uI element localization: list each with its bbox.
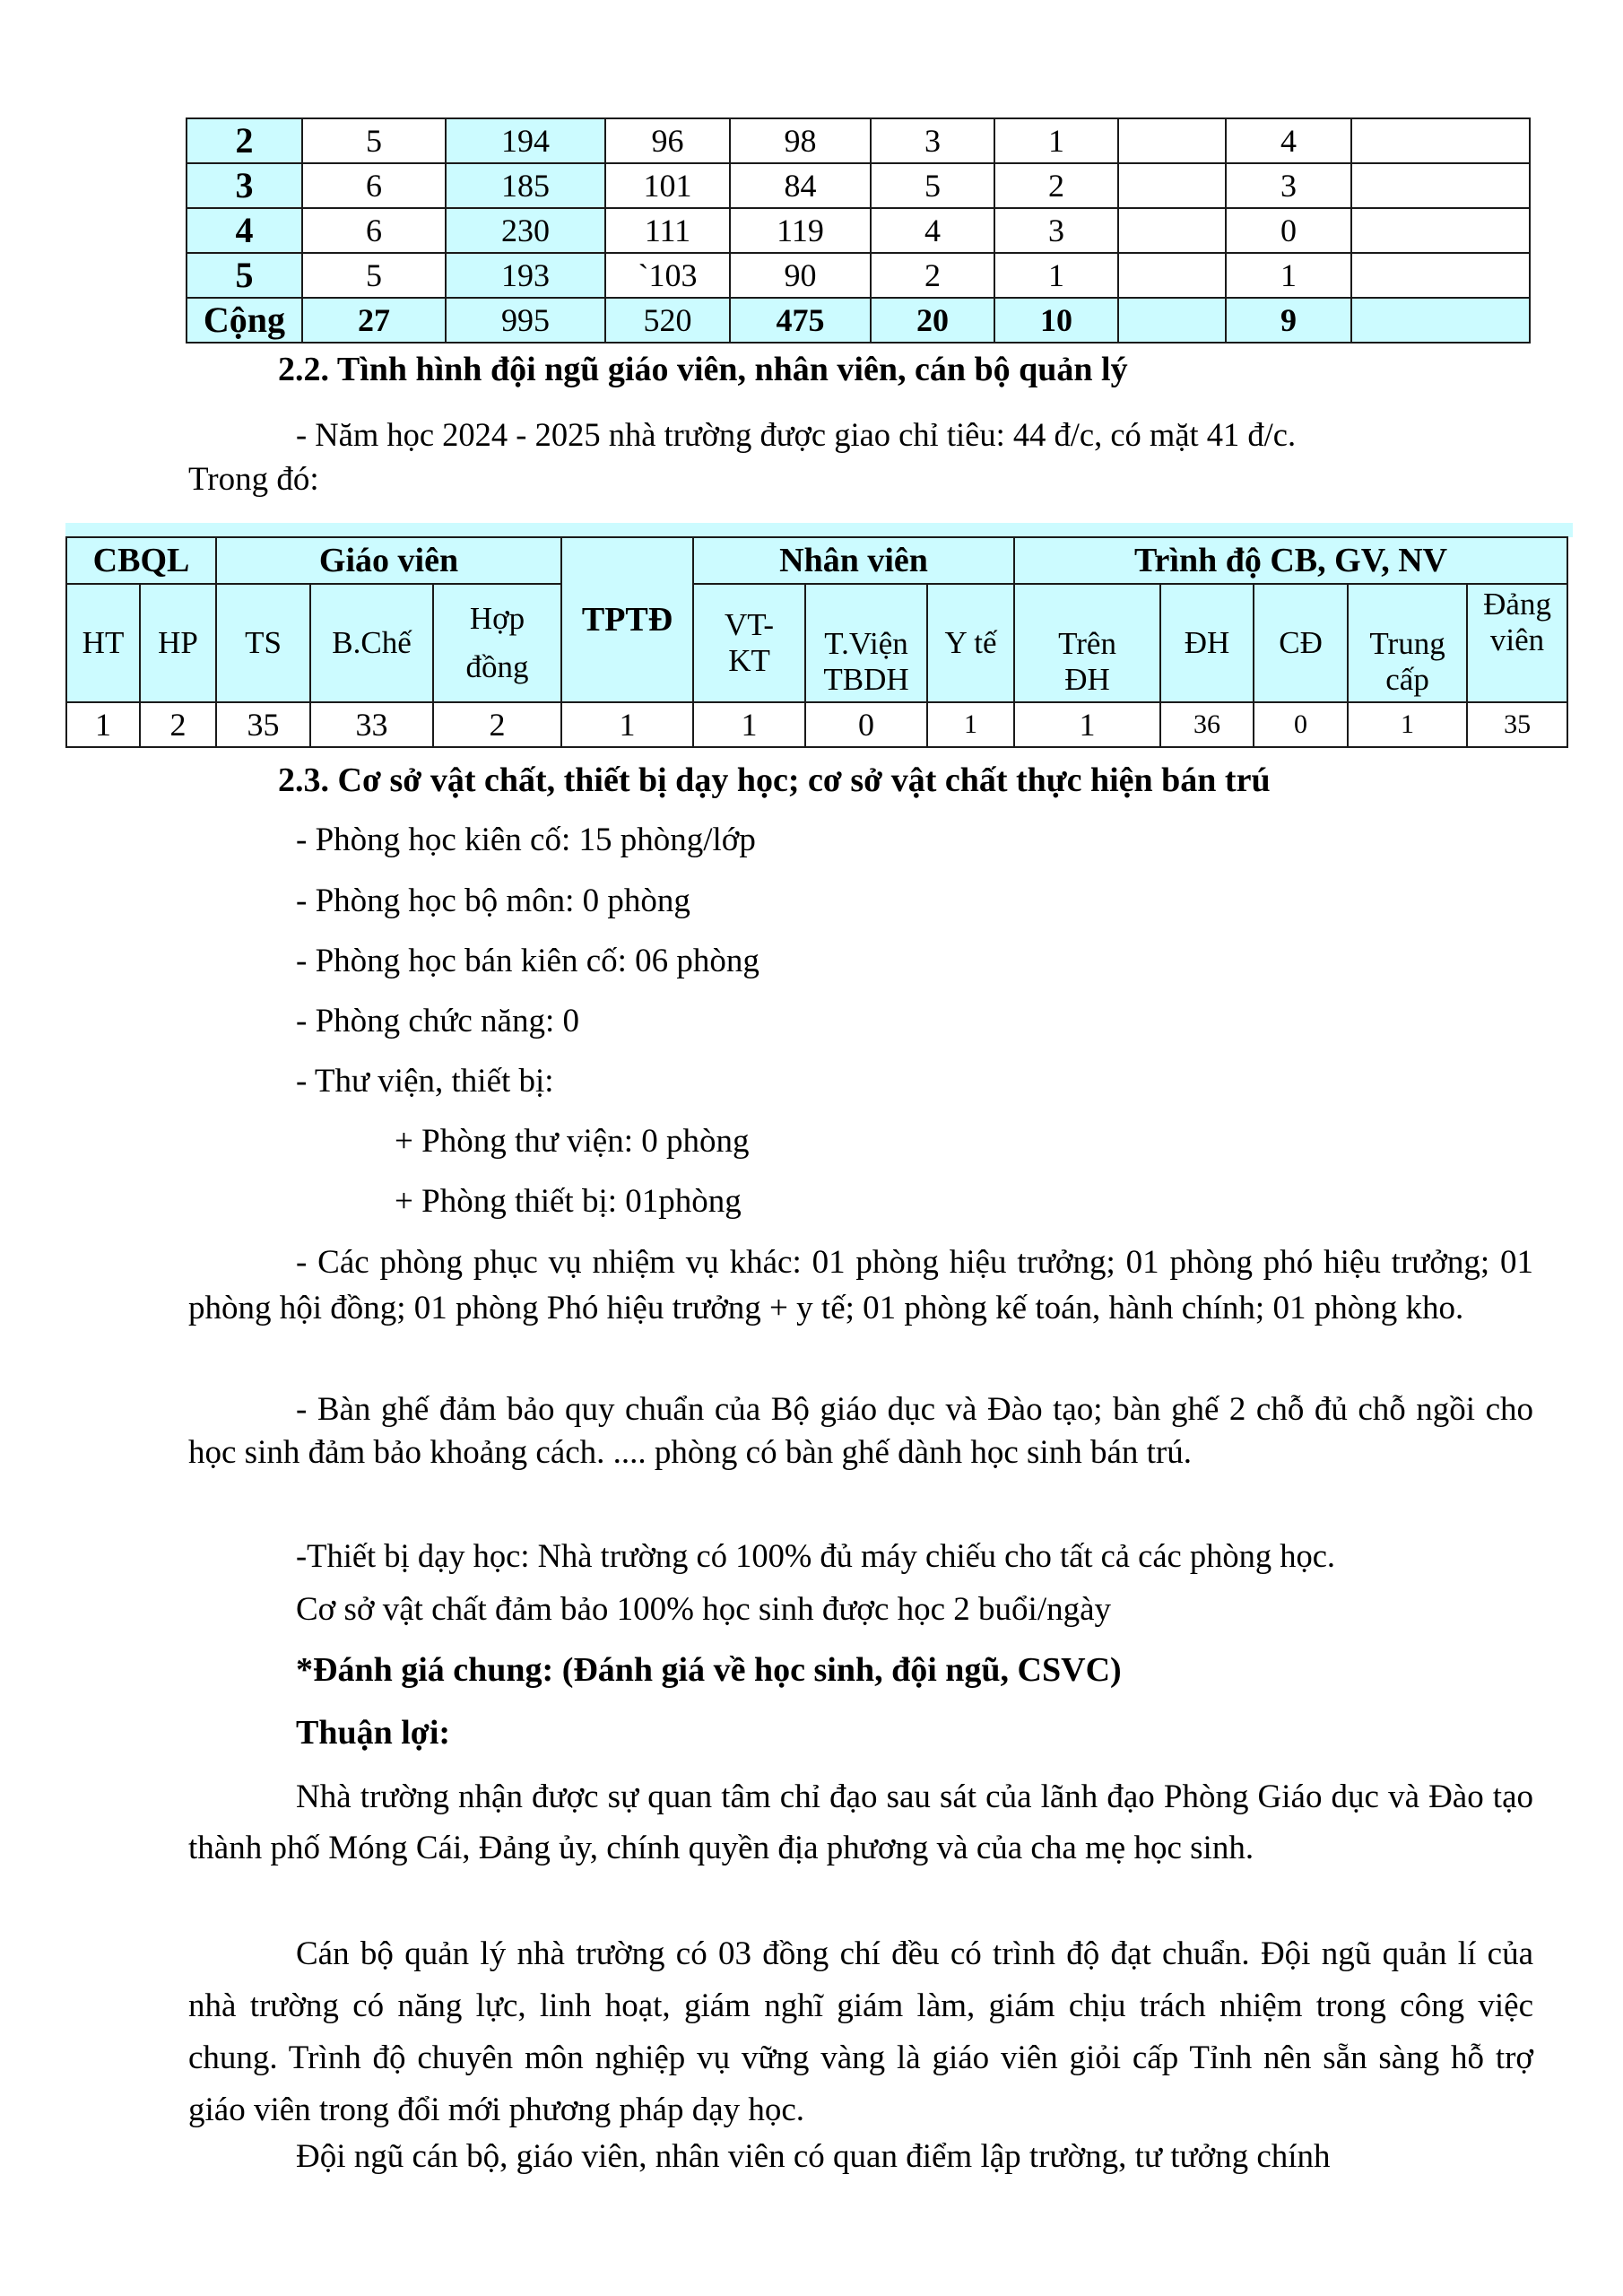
- table-top-band: [65, 523, 1573, 537]
- value-tren-dh: 1: [1014, 702, 1160, 747]
- grade-cell: 3: [187, 163, 302, 208]
- group-header-nhan-vien: Nhân viên: [693, 537, 1014, 584]
- table-cell: 2: [871, 253, 994, 298]
- header-text: đồng: [465, 649, 529, 684]
- table-cell: [1118, 208, 1226, 253]
- table-row: [187, 118, 1530, 163]
- table-cell: 475: [730, 298, 871, 343]
- header-t-vien: [805, 584, 927, 702]
- table-cell: [1118, 163, 1226, 208]
- table-cell: [1118, 298, 1226, 343]
- table-cell: 3: [994, 208, 1118, 253]
- table-cell: 84: [730, 163, 871, 208]
- header-dh: ĐH: [1160, 584, 1254, 702]
- header-text: Trên: [1058, 626, 1116, 661]
- group-header-cbql: CBQL: [66, 537, 216, 584]
- grade-cell: 5: [187, 253, 302, 298]
- table-cell: [1351, 253, 1530, 298]
- desks-paragraph: - Bàn ghế đảm bảo quy chuẩn của Bộ giáo dục và Đào tạo; bàn ghế 2 chỗ đủ chỗ ngồi cho học sinh đảm bảo khoảng cách. .... phòng có bàn ghế dành học sinh bán trú.: [188, 1391, 1533, 1471]
- header-text: T.Viện: [824, 626, 908, 661]
- facility-subitem: + Phòng thiết bị: 01phòng: [395, 1183, 742, 1220]
- facility-subitem: + Phòng thư viện: 0 phòng: [395, 1123, 750, 1160]
- table-cell: 5: [871, 163, 994, 208]
- table-row: [66, 702, 1567, 747]
- advantages-paragraph-1: Nhà trường nhận được sự quan tâm chỉ đạo sau sát của lãnh đạo Phòng Giáo dục và Đào tạo thành phố Móng Cái, Đảng ủy, chính quyền địa phương và của cha mẹ học sinh.: [188, 1779, 1533, 1866]
- table-cell: 0: [1226, 208, 1351, 253]
- header-hp: HP: [140, 584, 216, 702]
- table-cell: 520: [605, 298, 730, 343]
- value-ts: 35: [216, 702, 310, 747]
- group-header-giao-vien: Giáo viên: [216, 537, 561, 584]
- section-heading-2-3: 2.3. Cơ sở vật chất, thiết bị dạy học; cơ sở vật chất thực hiện bán trú: [278, 761, 1271, 799]
- grade-cell: 2: [187, 118, 302, 163]
- table-row: [187, 253, 1530, 298]
- header-text: viên: [1489, 622, 1545, 657]
- facility-item: - Phòng học kiên cố: 15 phòng/lớp: [296, 822, 756, 858]
- table-cell: 111: [605, 208, 730, 253]
- table-cell: 90: [730, 253, 871, 298]
- table-cell: 3: [871, 118, 994, 163]
- table-cell: 27: [302, 298, 446, 343]
- advantages-paragraph-3: Đội ngũ cán bộ, giáo viên, nhân viên có quan điểm lập trường, tư tưởng chính: [296, 2138, 1331, 2175]
- header-text: Đảng: [1483, 587, 1551, 622]
- table-cell: 2: [994, 163, 1118, 208]
- table-cell: 3: [1226, 163, 1351, 208]
- group-header-trinh-do: Trình độ CB, GV, NV: [1014, 537, 1567, 584]
- table-cell: 10: [994, 298, 1118, 343]
- table-cell: [1351, 298, 1530, 343]
- table-cell: [1351, 118, 1530, 163]
- section-heading-2-2: 2.2. Tình hình đội ngũ giáo viên, nhân viên, cán bộ quản lý: [278, 351, 1128, 388]
- value-t-vien: 0: [805, 702, 927, 747]
- table-cell: `103: [605, 253, 730, 298]
- facility-text: Cơ sở vật chất đảm bảo 100% học sinh được học 2 buổi/ngày: [296, 1591, 1112, 1628]
- student-stats-table: [186, 117, 1531, 344]
- table-cell: 119: [730, 208, 871, 253]
- header-text: ĐH: [1064, 662, 1110, 697]
- value-vt-kt: 1: [693, 702, 805, 747]
- table-cell: 1: [1226, 253, 1351, 298]
- header-text: cấp: [1385, 662, 1429, 697]
- header-ts: TS: [216, 584, 310, 702]
- table-cell: 9: [1226, 298, 1351, 343]
- value-cd: 0: [1254, 702, 1348, 747]
- header-vt-kt: [693, 584, 805, 702]
- facility-item: - Phòng chức năng: 0: [296, 1003, 579, 1039]
- value-bche: 33: [310, 702, 433, 747]
- table-cell: 20: [871, 298, 994, 343]
- value-hp: 2: [140, 702, 216, 747]
- header-text: Hợp: [469, 601, 525, 636]
- facility-item: - Thư viện, thiết bị:: [296, 1063, 554, 1100]
- value-dang-vien: 35: [1467, 702, 1567, 747]
- table-row: [187, 208, 1530, 253]
- value-ht: 1: [66, 702, 140, 747]
- value-dh: 36: [1160, 702, 1254, 747]
- staff-quota-text-cont: Trong đó:: [188, 461, 319, 498]
- table-cell: 230: [446, 208, 605, 253]
- table-row: [187, 163, 1530, 208]
- grade-cell: 4: [187, 208, 302, 253]
- table-cell: 6: [302, 208, 446, 253]
- header-y-te: Y tế: [927, 584, 1014, 702]
- table-cell: 1: [994, 118, 1118, 163]
- value-hop-dong: 2: [433, 702, 561, 747]
- table-cell: [1118, 253, 1226, 298]
- staff-quota-text: - Năm học 2024 - 2025 nhà trường được giao chỉ tiêu: 44 đ/c, có mặt 41 đ/c.: [296, 416, 1297, 453]
- assessment-heading: *Đánh giá chung: (Đánh giá về học sinh, đội ngũ, CSVC): [296, 1651, 1122, 1689]
- table-cell: 1: [994, 253, 1118, 298]
- header-cd: CĐ: [1254, 584, 1348, 702]
- header-tren-dh: [1014, 584, 1160, 702]
- total-label: Cộng: [187, 298, 302, 343]
- header-trung-cap: [1348, 584, 1467, 702]
- table-cell: 193: [446, 253, 605, 298]
- table-cell: 6: [302, 163, 446, 208]
- staff-composition-table: [65, 536, 1568, 748]
- facility-item: - Phòng học bộ môn: 0 phòng: [296, 883, 690, 919]
- header-text: Trung: [1369, 626, 1445, 661]
- advantages-paragraph-2: Cán bộ quản lý nhà trường có 03 đồng chí đều có trình độ đạt chuẩn. Đội ngũ quản lí của nhà trường có năng lực, linh hoạt, giám nghĩ giám làm, giám chịu trách nhiệm trong công việc chung. Trình độ chuyên môn nghiệp vụ vững vàng là giáo viên giỏi cấp Tỉnh nên sẵn sàng hỗ trợ giáo viên trong đổi mới phương pháp dạy học.: [188, 1935, 1533, 2128]
- table-cell: 4: [1226, 118, 1351, 163]
- facility-item: - Phòng học bán kiên cố: 06 phòng: [296, 943, 759, 979]
- table-cell: 194: [446, 118, 605, 163]
- header-text: KT: [728, 643, 770, 678]
- value-tptd: 1: [561, 702, 693, 747]
- table-cell: 4: [871, 208, 994, 253]
- total-row: [187, 298, 1530, 343]
- header-ht: HT: [66, 584, 140, 702]
- header-hop-dong: [433, 584, 561, 702]
- value-y-te: 1: [927, 702, 1014, 747]
- value-trung-cap: 1: [1348, 702, 1467, 747]
- equipment-text: -Thiết bị dạy học: Nhà trường có 100% đủ máy chiếu cho tất cả các phòng học.: [296, 1537, 1336, 1574]
- table-cell: 98: [730, 118, 871, 163]
- table-cell: 101: [605, 163, 730, 208]
- table-cell: [1118, 118, 1226, 163]
- table-cell: 96: [605, 118, 730, 163]
- header-text: VT-: [724, 607, 775, 642]
- table-cell: 5: [302, 118, 446, 163]
- table-cell: 185: [446, 163, 605, 208]
- header-dang-vien: [1467, 584, 1567, 702]
- table-cell: [1351, 208, 1530, 253]
- header-bche: B.Chế: [310, 584, 433, 702]
- header-text: TBDH: [823, 662, 909, 697]
- table-cell: [1351, 163, 1530, 208]
- table-cell: 5: [302, 253, 446, 298]
- table-cell: 995: [446, 298, 605, 343]
- group-header-tptd: TPTĐ: [561, 537, 693, 702]
- other-rooms-paragraph: - Các phòng phục vụ nhiệm vụ khác: 01 phòng hiệu trưởng; 01 phòng phó hiệu trưởng; 01 phòng hội đồng; 01 phòng Phó hiệu trưởng + y tế; 01 phòng kế toán, hành chính; 01 phòng kho.: [188, 1244, 1533, 1326]
- advantages-heading: Thuận lợi:: [296, 1714, 451, 1752]
